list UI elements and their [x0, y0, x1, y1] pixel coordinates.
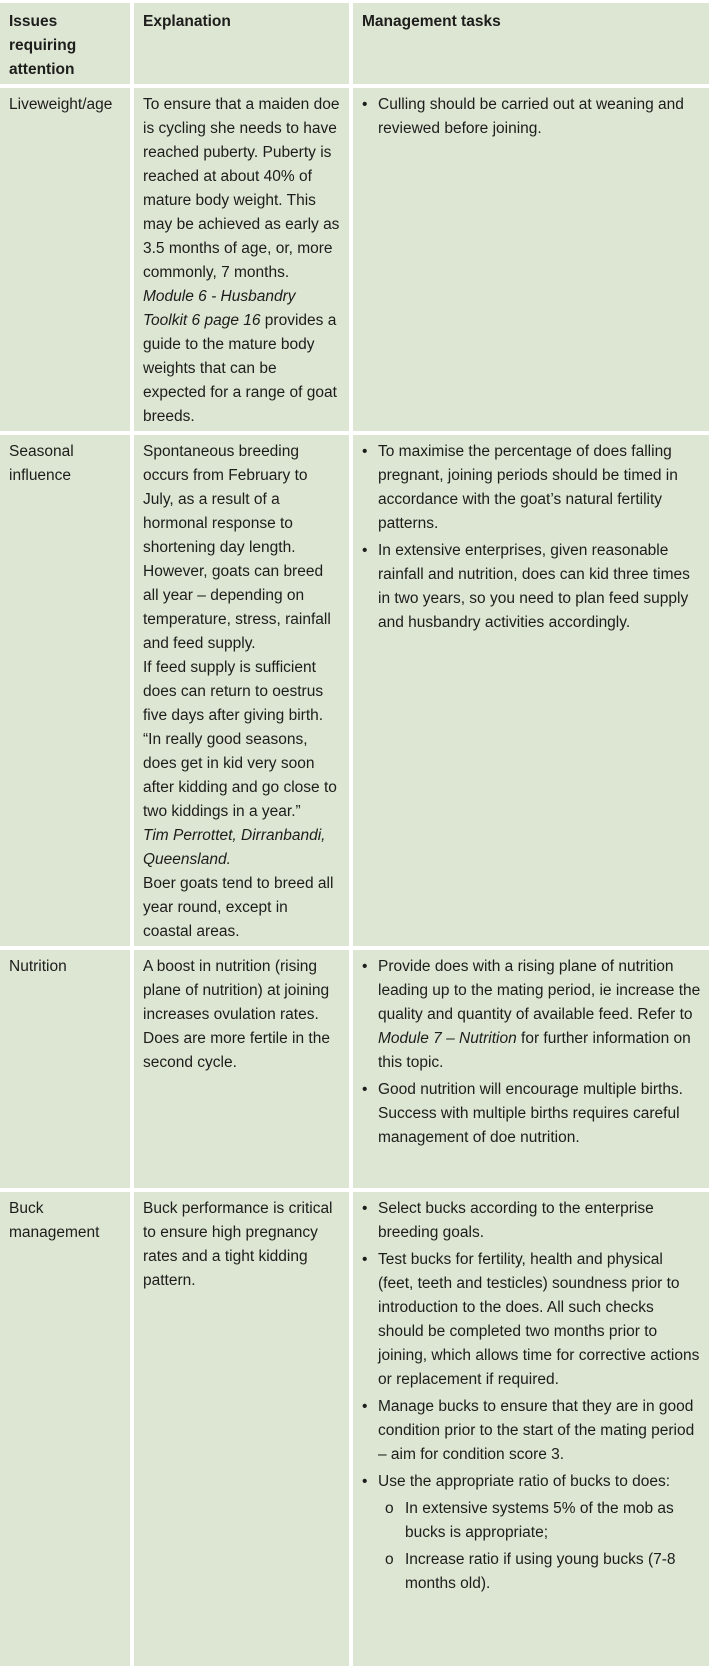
row-4-issue-cell: [0, 1192, 130, 1666]
italic-text-segment: Tim Perrottet, Dirranbandi, Queensland.: [143, 827, 326, 868]
col-header-explanation: Explanation: [134, 3, 349, 84]
bullet-marker: •: [362, 1473, 368, 1490]
row-3-explanation-cell: [134, 950, 349, 1188]
row-3-issue-cell: [0, 950, 130, 1188]
explanation-paragraph: [143, 824, 341, 872]
bullet-marker: •: [362, 958, 368, 975]
col-header-issues: Issues requiring attention: [0, 3, 130, 84]
task-text: [378, 1078, 701, 1150]
col-header-management-tasks: Management tasks: [353, 3, 709, 84]
text-segment: To ensure that a maiden doe is cycling she needs to have reached puberty. Puberty is reached at about 40% of mature body weight. This may be achieved as early as 3.5 months of age, or, more commonly, 7 months.: [143, 96, 340, 281]
task-item: [362, 955, 701, 1075]
row-2-explanation-cell: [134, 435, 349, 946]
text-segment: If feed supply is sufficient does can return to oestrus five days after giving birth.: [143, 659, 324, 724]
text-segment: In extensive enterprises, given reasonable rainfall and nutrition, does can kid three times in two years, so you need to plan feed supply and husbandry activities accordingly.: [378, 542, 690, 631]
row-1-tasks-cell: [353, 88, 709, 431]
explanation-paragraph: [143, 285, 341, 429]
row-2-tasks-cell: [353, 435, 709, 946]
task-item: [362, 1248, 701, 1392]
row-1-explanation-cell: [134, 88, 349, 431]
task-text: [378, 1248, 701, 1392]
text-segment: Increase ratio if using young bucks (7-8 months old).: [405, 1551, 676, 1592]
task-item: [362, 539, 701, 635]
explanation-paragraph: [143, 440, 341, 560]
task-item: [362, 1470, 701, 1494]
explanation-paragraph: [143, 560, 341, 656]
text-segment: Manage bucks to ensure that they are in good condition prior to the start of the mating period – aim for condition score 3.: [378, 1398, 695, 1463]
text-segment: To maximise the percentage of does falling pregnant, joining periods should be timed in accordance with the goat’s natural fertility patterns.: [378, 443, 678, 532]
explanation-paragraph: [143, 656, 341, 728]
bullet-marker: •: [362, 443, 368, 460]
sub-task-item: [362, 1548, 701, 1596]
task-text: [378, 955, 701, 1075]
sub-bullet-marker: o: [385, 1500, 394, 1517]
explanation-paragraph: [143, 955, 341, 1027]
task-text: [378, 1395, 701, 1467]
text-segment: for further information on this topic.: [378, 1030, 691, 1071]
row-2-issue-cell: [0, 435, 130, 946]
text-segment: Select bucks according to the enterprise breeding goals.: [378, 1200, 654, 1241]
text-segment: However, goats can breed all year – depending on temperature, stress, rainfall and feed supply.: [143, 563, 331, 652]
explanation-paragraph: [143, 728, 341, 824]
task-item: [362, 1395, 701, 1467]
text-segment: Culling should be carried out at weaning and reviewed before joining.: [378, 96, 684, 137]
bullet-marker: •: [362, 1398, 368, 1415]
row-3-tasks-cell: [353, 950, 709, 1188]
text-segment: provides a guide to the mature body weights that can be expected for a range of goat breeds.: [143, 312, 337, 425]
row-4-explanation-cell: [134, 1192, 349, 1666]
sub-bullet-marker: o: [385, 1551, 394, 1568]
bullet-marker: •: [362, 1251, 368, 1268]
task-text: [378, 1470, 701, 1494]
text-segment: Buck performance is critical to ensure high pregnancy rates and a tight kidding pattern.: [143, 1200, 333, 1289]
row-4-tasks-cell: [353, 1192, 709, 1666]
task-text: [405, 1548, 701, 1596]
bullet-marker: •: [362, 1200, 368, 1217]
task-text: [378, 1197, 701, 1245]
issue-label: Seasonal influence: [9, 443, 74, 484]
text-segment: Does are more fertile in the second cycle.: [143, 1030, 330, 1071]
task-item: [362, 1078, 701, 1150]
text-segment: Provide does with a rising plane of nutrition leading up to the mating period, ie increase the quality and quantity of available feed. Refer to: [378, 958, 701, 1023]
explanation-paragraph: [143, 1027, 341, 1075]
task-text: [378, 440, 701, 536]
text-segment: Test bucks for fertility, health and physical (feet, teeth and testicles) soundness prior to introduction to the does. All such checks should be completed two months prior to joining, which allows time for corrective actions or replacement if required.: [378, 1251, 700, 1388]
text-segment: In extensive systems 5% of the mob as bucks is appropriate;: [405, 1500, 674, 1541]
issue-label: Buck management: [9, 1200, 100, 1241]
bullet-marker: •: [362, 542, 368, 559]
task-item: [362, 1197, 701, 1245]
explanation-paragraph: [143, 872, 341, 944]
task-text: [378, 539, 701, 635]
text-segment: Good nutrition will encourage multiple births. Success with multiple births requires careful management of doe nutrition.: [378, 1081, 683, 1146]
italic-text-segment: Module 6 - Husbandry Toolkit 6 page 16: [143, 288, 296, 329]
text-segment: Spontaneous breeding occurs from February to July, as a result of a hormonal response to shortening day length.: [143, 443, 308, 556]
task-text: [378, 93, 701, 141]
issue-label: Liveweight/age: [9, 96, 113, 113]
sub-task-item: [362, 1497, 701, 1545]
text-segment: “In really good seasons, does get in kid very soon after kidding and go close to two kiddings in a year.”: [143, 731, 337, 820]
row-1-issue-cell: [0, 88, 130, 431]
bullet-marker: •: [362, 96, 368, 113]
issue-label: Nutrition: [9, 958, 67, 975]
text-segment: Use the appropriate ratio of bucks to does:: [378, 1473, 671, 1490]
text-segment: A boost in nutrition (rising plane of nutrition) at joining increases ovulation rates.: [143, 958, 330, 1023]
italic-text-segment: Module 7 – Nutrition: [378, 1030, 517, 1047]
explanation-paragraph: [143, 1197, 341, 1293]
text-segment: Boer goats tend to breed all year round, except in coastal areas.: [143, 875, 334, 940]
bullet-marker: •: [362, 1081, 368, 1098]
task-item: [362, 440, 701, 536]
explanation-paragraph: [143, 93, 341, 285]
task-item: [362, 93, 701, 141]
task-text: [405, 1497, 701, 1545]
